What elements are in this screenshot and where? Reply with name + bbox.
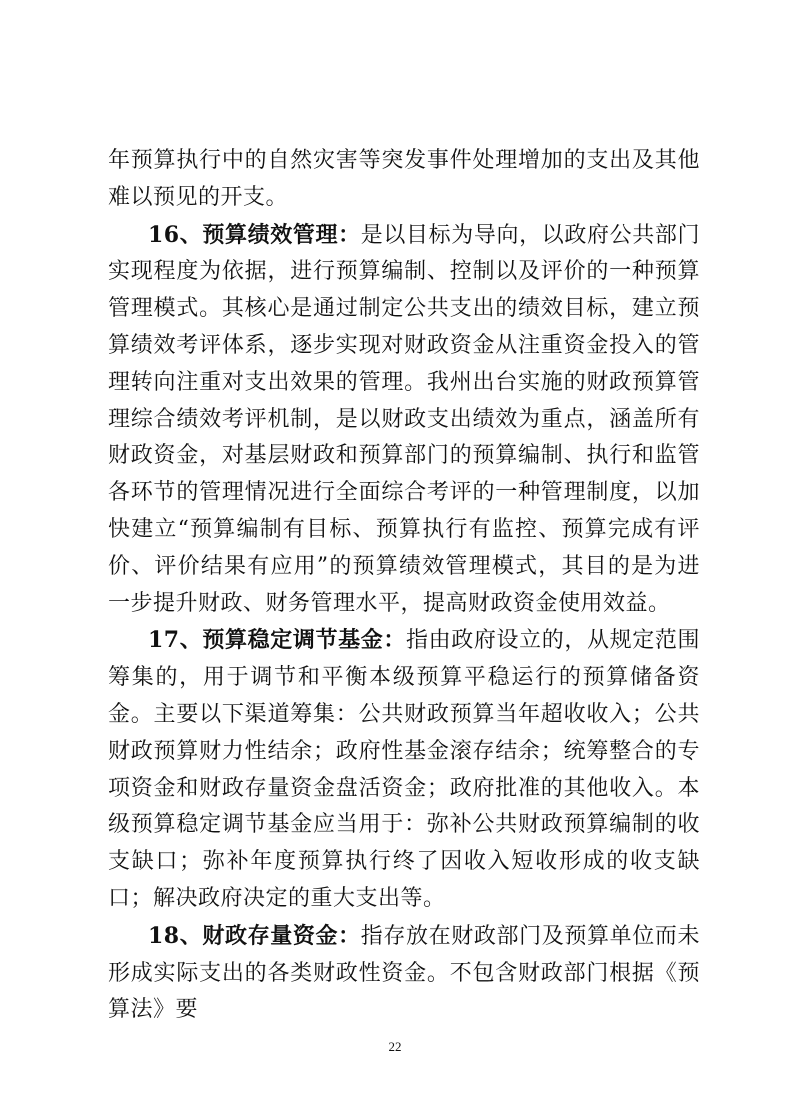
- paragraph-term: 16、预算绩效管理：: [148, 221, 361, 248]
- document-body: [108, 142, 700, 1029]
- page-number: 22: [388, 1039, 402, 1054]
- paragraph-item-17: [108, 622, 700, 917]
- paragraph-text: 年预算执行中的自然灾害等突发事件处理增加的支出及其他难以预见的开支。: [108, 148, 700, 210]
- paragraph-term: 18、财政存量资金：: [148, 922, 361, 949]
- paragraph-text: 指存放在财政部门及预算单位而未形成实际支出的各类财政性资金。不包含财政部门根据《预算法》要: [108, 923, 700, 1023]
- paragraph-continuation: [108, 142, 700, 217]
- paragraph-text: 指由政府设立的，从规定范围筹集的，用于调节和平衡本级预算平稳运行的预算储备资金。主要以下渠道筹集：公共财政预算当年超收收入；公共财政预算财力性结余；政府性基金滚存结余；统筹整合的专项资金和财政存量资金盘活资金；政府批准的其他收入。本级预算稳定调节基金应当用于：弥补公共财政预算编制的收支缺口；弥补年度预算执行终了因收入短收形成的收支缺口；解决政府决定的重大支出等。: [108, 628, 700, 911]
- paragraph-item-16: [108, 217, 700, 623]
- paragraph-term: 17、预算稳定调节基金：: [148, 627, 406, 654]
- paragraph-text: 是以目标为导向，以政府公共部门实现程度为依据，进行预算编制、控制以及评价的一种预算管理模式。其核心是通过制定公共支出的绩效目标，建立预算绩效考评体系，逐步实现对财政资金从注重资金投入的管理转向注重对支出效果的管理。我州出台实施的财政预算管理综合绩效考评机制，是以财政支出绩效为重点，涵盖所有财政资金，对基层财政和预算部门的预算编制、执行和监管各环节的管理情况进行全面综合考评的一种管理制度，以加快建立“预算编制有目标、预算执行有监控、预算完成有评价、评价结果有应用”的预算绩效管理模式，其目的是为进一步提升财政、财务管理水平，提高财政资金使用效益。: [108, 222, 700, 616]
- paragraph-item-18: [108, 918, 700, 1029]
